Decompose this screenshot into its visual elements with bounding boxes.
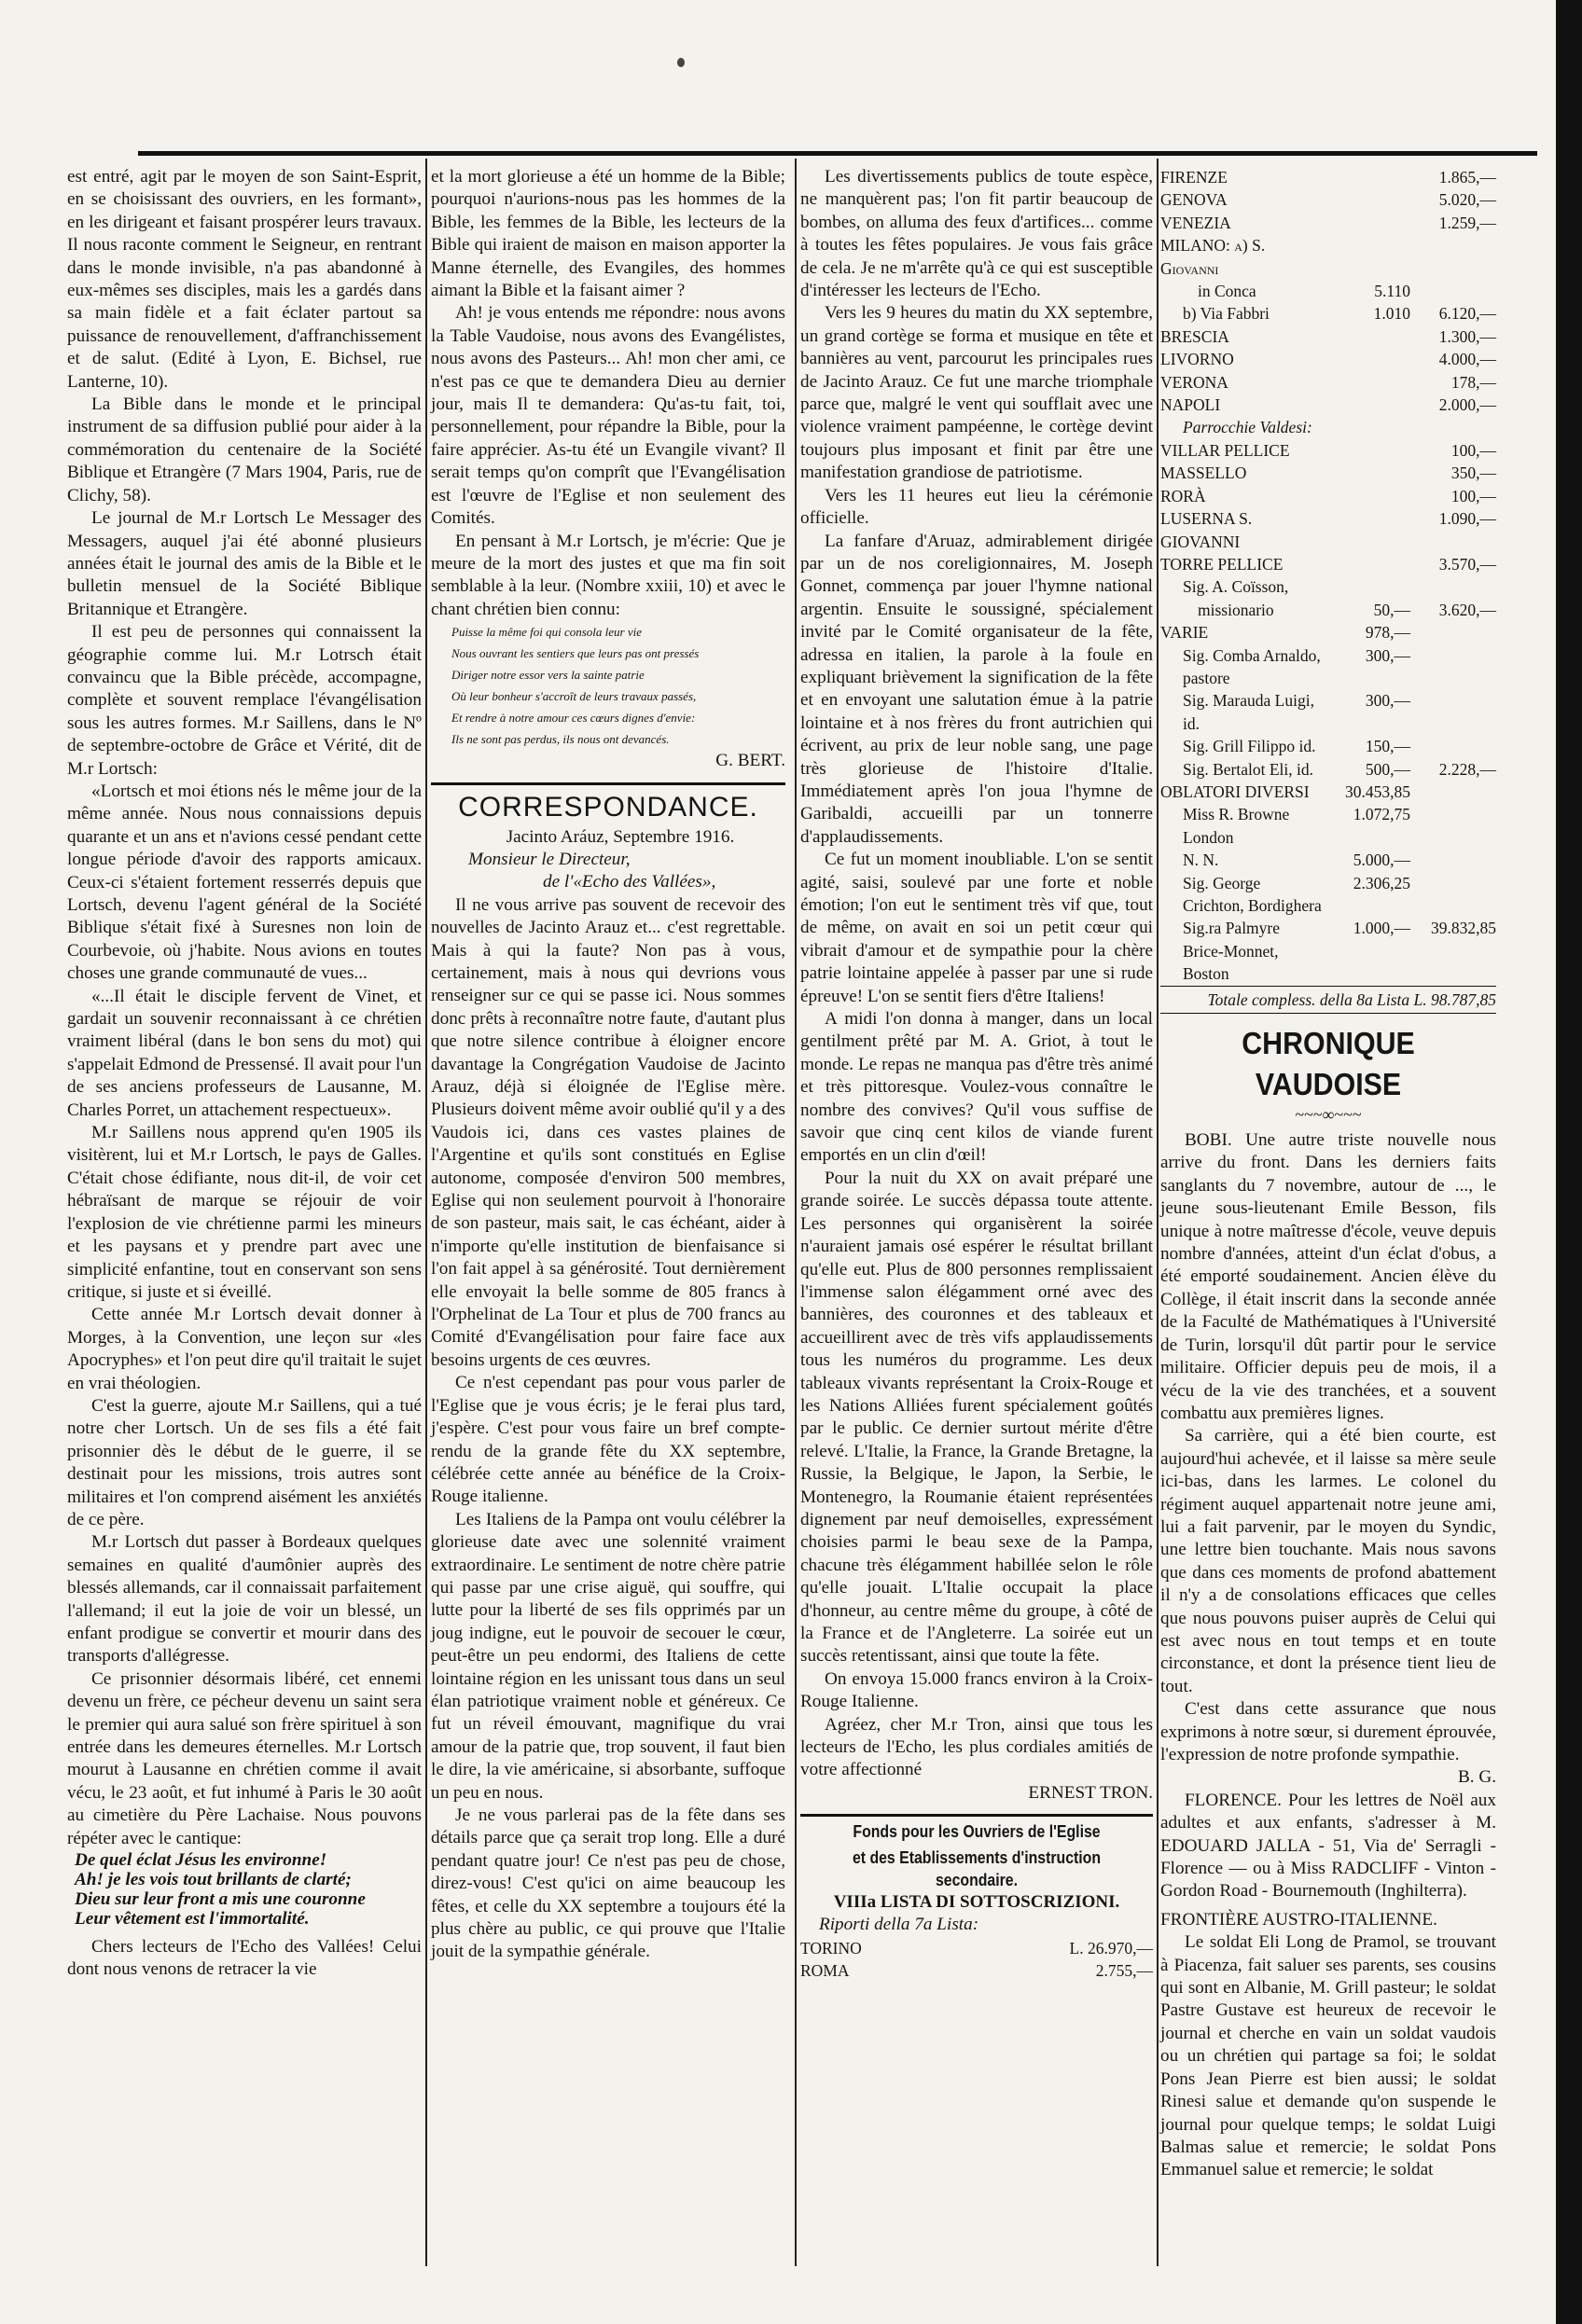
ledger-subamount: 2.306,25 <box>1353 873 1410 892</box>
column-3 <box>800 166 1153 1982</box>
ledger-amount: 100,— <box>1450 440 1496 460</box>
ledger-subamount <box>1325 325 1410 348</box>
ledger-name: b) Via Fabbri <box>1183 304 1270 324</box>
ledger-amount <box>1410 280 1496 302</box>
signature: ERNEST TRON. <box>1028 1782 1153 1803</box>
dateline: Jacinto Aráuz, Septembre 1916. <box>506 826 735 847</box>
paragraph: Ce n'est cependant pas pour vous parler de l'Eglise que je vous écris; je le ferai plus tard, j'espère. C'est pour vous faire un bref compte-rendu de la grande fête du XX septembre, célébrée cette année au bénéfice de la Croix-Rouge italienne. <box>431 1373 785 1507</box>
ledger-name: Parrocchie Valdesi: <box>1183 418 1312 437</box>
ledger-subamount <box>1325 188 1410 211</box>
ledger-row <box>1160 325 1496 348</box>
verse-line: De quel éclat Jésus les environne! <box>75 1850 327 1871</box>
paragraph: Vers les 9 heures du matin du XX septembre, un grand cortège se forma et musique en tête et bannières au vent, parcourut les principales rues de Jacinto Arauz. Ce fut une marche triomphale parce que, malgré le vent qui soufflait avec une violence vraiment pampéenne, le cortège devint toujours plus imposant et finit par être une manifestation grandiose de patriotisme. <box>800 303 1153 483</box>
ledger-row <box>1160 758 1496 781</box>
ledger-subamount: 150,— <box>1365 737 1410 756</box>
ledger-row <box>800 1937 1153 1959</box>
column-4 <box>1160 166 1496 2182</box>
ledger-amount: 100,— <box>1450 486 1496 505</box>
paragraph: C'est dans cette assurance que nous exprimons à notre sœur, si durement éprouvée, l'expression de notre profonde sympathie. <box>1160 1699 1496 1764</box>
ledger-name: Sig. George Crichton, Bordighera <box>1183 873 1322 915</box>
ledger-name: MASSELLO <box>1160 463 1247 483</box>
ledger-row <box>1160 371 1496 394</box>
ledger-row <box>1160 689 1496 735</box>
ledger-amount <box>1410 803 1496 849</box>
ornament: ~~~∞~~~ <box>1295 1105 1362 1125</box>
poem-line: Diriger notre essor vers la sainte patrie <box>451 668 645 683</box>
ledger-row <box>1160 348 1496 370</box>
ledger-subamount: 300,— <box>1365 645 1410 665</box>
ledger-name: Miss R. Browne London <box>1183 805 1290 847</box>
ledger-amount: 2.000,— <box>1438 395 1496 415</box>
ledger-row <box>1160 781 1496 803</box>
section-heading: CHRONIQUE VAUDOISE <box>1242 1026 1415 1102</box>
ledger-name: GENOVA <box>1160 190 1228 210</box>
ledger-name: TORRE PELLICE <box>1160 554 1284 574</box>
column-2 <box>431 166 785 1964</box>
salutation: de l'«Echo des Vallées», <box>543 872 716 892</box>
poem-line: Nous ouvrant les sentiers que leurs pas ont pressés <box>451 646 700 661</box>
ledger-name: in Conca <box>1198 282 1256 301</box>
ledger-row <box>1160 917 1496 985</box>
fund-subtitle: et des Etablissements d'instruction secondaire. <box>852 1848 1102 1890</box>
ledger-subamount: 500,— <box>1365 759 1410 779</box>
ledger-amount: 1.090,— <box>1438 509 1496 529</box>
ledger-name: Sig. Marauda Luigi, id. <box>1183 691 1314 733</box>
poem-line: Et rendre à notre amour ces cœurs dignes d'envie: <box>451 711 696 726</box>
poem-line: Ils ne sont pas perdus, ils nous ont devancés. <box>451 732 670 747</box>
ledger-name: BRESCIA <box>1160 326 1229 346</box>
paragraph: En pensant à M.r Lortsch, je m'écrie: Que je meure de la mort des justes et que ma fin soit semblable à la leur. (Nombre xxiii, 10) et avec le chant chrétien bien connu: <box>431 531 785 619</box>
ledger-row <box>1160 849 1496 871</box>
poem-line: Où leur bonheur s'accroît de leurs travaux passés, <box>451 689 697 704</box>
top-rule <box>138 151 1537 156</box>
ledger-name: Sig. Grill Filippo id. <box>1183 737 1316 756</box>
ledger-name: Sig.ra Palmyre Brice-Monnet, Boston <box>1183 919 1281 984</box>
paragraph: Vers les 11 heures eut lieu la cérémonie officielle. <box>800 485 1153 529</box>
scan-edge <box>1556 0 1582 2324</box>
ledger-subamount <box>1325 416 1410 438</box>
paragraph: Il est peu de personnes qui connaissent la géographie comme lui. M.r Lotrsch était convaincu que la Bible précède, accompagne, complète et souvent remplace l'évangélisation sous les autres formes. M.r Saillens, dans le Nº de septembre-octobre de Grâce et Vérité, dit de M.r Lortsch: <box>67 622 422 779</box>
ledger-name: VENEZIA <box>1160 213 1231 232</box>
ledger-name: Sig. Bertalot Eli, id. <box>1183 759 1313 779</box>
ledger-subamount <box>1325 553 1410 575</box>
ledger-name: NAPOLI <box>1160 395 1221 415</box>
ledger-subamount: 30.453,85 <box>1345 782 1410 801</box>
paragraph: FLORENCE. Pour les lettres de Noël aux adultes et aux enfants, s'adresser à M. EDOUARD JALLA - 51, Via de' Serragli - Florence — ou à Miss RADCLIFF - Vinton - Gordon Road - Bournemouth (Inghilterra). <box>1160 1790 1496 1902</box>
paragraph: «Lortsch et moi étions nés le même jour de la même année. Nous nous connaissions depuis quarante et un ans et n'avions cessé pendant cette longue période d'avoir des rapports amicaux. Ceux-ci s'étaient fortement resserrés depuis que Lortsch, devenu l'agent général de la Société Biblique s'était fixé à Suresnes non loin de Courbevoie, où j'habite. Nous avions en toutes choses une grande communauté de vues... <box>67 781 422 984</box>
ledger-row <box>1160 416 1496 438</box>
ledger-name: LUSERNA S. GIOVANNI <box>1160 509 1253 551</box>
ledger-name: VARIE <box>1160 623 1209 643</box>
ledger-row <box>1160 644 1496 690</box>
ledger-row <box>1160 212 1496 234</box>
paragraph: A midi l'on donna à manger, dans un local gentilment prêté par M. A. Griot, à tout le monde. Le repas ne manqua pas d'être très animé et très pittoresque. Voulez-vous connaître le nombre des convives? Qu'il vous suffise de savoir que cinq cent kilos de viande furent emportés en un clin d'œil! <box>800 1009 1153 1166</box>
ledger-amount <box>1410 849 1496 871</box>
paragraph: Ce prisonnier désormais libéré, cet ennemi devenu un frère, ce pécheur devenu un saint sera le premier qui aura salué son frère spirituel à son entrée dans les demeures éternelles. M.r Lortsch mourut à Lausanne en chrétien comme il avait vécu, le 23 août, et fut inhumé à Paris le 30 août au cimetière du Père Lachaise. Nous pouvons répéter avec le cantique: <box>67 1668 422 1848</box>
ledger-amount <box>1410 234 1496 280</box>
signature: B. G. <box>1457 1767 1496 1788</box>
ledger-amount <box>1410 872 1496 918</box>
ledger-name: VERONA <box>1160 372 1228 392</box>
ledger-name: TORINO <box>800 1938 862 1957</box>
carried-forward-label: Riporti della 7a Lista: <box>819 1915 979 1935</box>
ledger-row <box>1160 302 1496 325</box>
paragraph: Je ne vous parlerai pas de la fête dans ses détails parce que ça serait trop long. Elle a duré pendant quatre jour! Ce n'est pas peu de chose, direz-vous! C'est qu'ici on aime beaucoup les fêtes, et celle du XX septembre a toujours été la plus chère au public, ce qui prouve que l'Italie jouit de la sympathie générale. <box>431 1805 785 1962</box>
salutation: Monsieur le Directeur, <box>468 849 631 869</box>
ledger-subamount: 1.000,— <box>1353 919 1410 938</box>
paragraph: La fanfare d'Aruaz, admirablement dirigée par un de nos coreligionnaires, M. Joseph Gonnet, commença par jouer l'hymne national argentin. Ensuite le soussigné, spécialement invité par le Comité organisateur de la fête, adressa en italien, la parole à la foule en expliquant brièvement la signification de la fête et en envoyant une salutation émue à la patrie lointaine et à nos frères du front autrichien qui écrivent, au prix de leur noble sang, une page très glorieuse de l'histoire d'Italie. Immédiatement après l'on joua l'hymne de Garibaldi, accueilli par un tonnerre d'applaudissements. <box>800 531 1153 847</box>
paragraph: Les Italiens de la Pampa ont voulu célébrer la glorieuse date avec une solennité vraiment extraordinaire. Le sentiment de notre chère patrie qui passe par une crise aiguë, qui souffre, qui lutte pour la liberté de ses fils opprimés par un joug indigne, eut le pouvoir de secouer le cœur, peut-être un peu endormi, des Italiens de cette lointaine région en les unissant tous dans un seul élan patriotique vraiment noble et généreux. Ce fut un réveil émouvant, magnifique du vrai amour de la patrie que, trop souvent, il faut bien le dire, la vie américaine, si absorbante, suffoque un peu en nous. <box>431 1509 785 1803</box>
ledger-subamount: 1.072,75 <box>1353 805 1410 824</box>
ledger-row <box>800 1959 1153 1982</box>
ledger-row <box>1160 735 1496 757</box>
ledger-subamount <box>1325 371 1410 394</box>
ledger-subamount: 300,— <box>1365 691 1410 711</box>
ledger-subamount <box>1325 485 1410 507</box>
ledger-subamount <box>1325 212 1410 234</box>
ledger-name: OBLATORI DIVERSI <box>1160 782 1310 801</box>
ledger-row <box>1160 621 1496 643</box>
paragraph: Il ne vous arrive pas souvent de recevoir des nouvelles de Jacinto Arauz et... c'est regrettable. Mais à qui la faute? Non pas à vous, certainement, mais à nous qui devrions vous renseigner sur ce qui se passe ici. Nous sommes donc prêts à reconnaître notre faute, d'autant plus que notre silence contribue à éloigner encore davantage la Congrégation Vaudoise de Jacinto Arauz, déjà si éloignée de l'Eglise mère. Plusieurs doivent même avoir oublié qu'il y a des Vaudois ici, dans ces vastes plaines de l'Argentine et qu'ils sont constitués en Eglise autonome, composée d'environ 500 membres, Eglise qui non seulement pourvoit à l'honoraire de son pasteur, mais sait, le cas échéant, aider à n'importe qu'elle institution de bienfaisance si l'on fait appel à sa générosité. Tout dernièrement elle envoyait la belle somme de 805 francs à l'Orphelinat de La Tour et plus de 700 francs au Comité d'Evangélisation pour faire face aux besoins urgents de ces œuvres. <box>431 894 785 1370</box>
ledger-name: Sig. Comba Arnaldo, pastore <box>1183 645 1321 687</box>
verse-line: Leur vêtement est l'immortalité. <box>75 1909 310 1930</box>
ledger-subamount <box>1325 439 1410 462</box>
ledger-subamount <box>1325 575 1410 598</box>
ledger-amount: 3.570,— <box>1438 554 1496 574</box>
ledger-row <box>1160 166 1496 188</box>
ledger-subamount: 5.000,— <box>1353 851 1410 870</box>
paragraph: Pour la nuit du XX on avait préparé une grande soirée. Le succès dépassa toute attente. Les personnes qui organisèrent la soirée n'auraient jamais osé espérer le résultat brillant qu'elle eut. Plus de 800 personnes remplissaient l'immense salon élégamment orné avec des bannières, des couronnes et des tableaux et accueillirent avec de très vifs applaudissements tous les numéros du programme. Les deux tableaux vivants représentant la Croix-Rouge et les Nations Alliées furent spécialement goûtés par le public. Ce dernier surtout mérite d'être relevé. L'Italie, la France, la Grande Bretagne, la Russie, la Belgique, le Japon, la Serbie, le Montenegro, la Roumanie étaient représentées dignement par neuf demoiselles, expressément choisies parmi le beau sexe de la Pampa, chacune très élégamment habillée selon le rôle qu'elle jouait. L'Italie occupait la place d'honneur, au centre même du groupe, à côté de la France et de l'Angleterre. La soirée eut un succès retentissant, ainsi que toute la fête. <box>800 1168 1153 1667</box>
ledger-row <box>1160 394 1496 416</box>
ledger-amount: 350,— <box>1450 463 1496 483</box>
verse-line: Dieu sur leur front a mis une couronne <box>75 1889 366 1910</box>
ledger-name: FIRENZE <box>1160 168 1228 187</box>
poem-line: Puisse la même foi qui consola leur vie <box>451 625 642 640</box>
ledger-subamount: 978,— <box>1365 623 1410 643</box>
ledger-row <box>1160 188 1496 211</box>
ledger-subamount <box>1325 394 1410 416</box>
ledger-row <box>1160 280 1496 302</box>
ledger-amount <box>1410 735 1496 757</box>
paragraph: Les divertissements publics de toute espèce, ne manquèrent pas; l'on fit partir beaucoup de bombes, on alluma des feux d'artifices... comme à toutes les fêtes populaires. Je vous fais grâce de cela. Je ne m'arrête qu'à ce qui est susceptible d'intéresser les lecteurs de l'Echo. <box>800 167 1153 301</box>
ledger-row <box>1160 485 1496 507</box>
ledger-name: ROMA <box>800 1961 850 1981</box>
paragraph: M.r Saillens nous apprend qu'en 1905 ils visitèrent, lui et M.r Lortsch, le pays de Galles. C'était chose édifiante, nous dit-il, de voir cet hébraïsant de marque se réjouir de voir l'explosion de vie chrétienne parmi les mineurs et les paysans et y prendre part avec une simplicité enfantine, tout en conservant son sens critique, si juste et si éveillé. <box>67 1123 422 1302</box>
ledger-row <box>1160 553 1496 575</box>
paragraph: BOBI. Une autre triste nouvelle nous arrive du front. Dans les derniers faits sanglants du 7 novembre, autour de ..., le jeune sous-lieutenant Emile Besson, fils unique à notre maîtresse d'école, veuve depuis nombre d'années, atteint d'un éclat d'obus, a été emporté soudainement. Ancien élève du Collège, il était inscrit dans la seconde année de la Faculté de Mathématiques à l'Université de Turin, lorsqu'il dût partir pour le service militaire. Officier depuis peu de mois, il a vécu de la vie des tranchées, et a souvent combattu aux premières lignes. <box>1160 1130 1496 1423</box>
ledger-name: N. N. <box>1183 851 1219 870</box>
list-title: VIIIa LISTA DI SOTTOSCRIZIONI. <box>833 1892 1120 1913</box>
ledger-subamount <box>1325 166 1410 188</box>
paragraph: «...Il était le disciple fervent de Vinet, et gardait un souvenir reconnaissant à ce chrétien vraiment libéral (dans le bon sens du mot) qui s'appelait Edmond de Pressensé. Il avait pour l'un de ses anciens professeurs de Lausanne, M. Charles Porret, un attachement respectueux». <box>67 986 422 1120</box>
section-rule <box>800 1814 1153 1817</box>
paragraph: et la mort glorieuse a été un homme de la Bible; pourquoi n'aurions-nous pas les hommes de la Bible, les femmes de la Bible, les lecteurs de la Bible qui iraient de maison en maison apporter la Manne éternelle, des Evangiles, des hommes aimant la Bible et la faisant aimer ? <box>431 167 785 301</box>
paragraph: est entré, agit par le moyen de son Saint-Esprit, en se choisissant des ouvriers, en les formant», en les dirigeant et faisant prospérer leurs travaux. Il nous raconte comment le Seigneur, en rentrant dans le monde invisible, n'a pas abandonné à eux-mêmes ses disciples, mais les a gardés dans sa main fidèle et a fait éclater partout sa puissance de renouvellement, d'affranchissement et de salut. (Edité à Lyon, E. Bichsel, rue Lanterne, 10). <box>67 167 422 392</box>
ledger-amount: 2.228,— <box>1438 759 1496 779</box>
ledger-amount <box>1410 416 1496 438</box>
ledger-name: LIVORNO <box>1160 350 1234 369</box>
ledger-amount: 2.755,— <box>1095 1961 1153 1981</box>
fund-title: Fonds pour les Ouvriers de l'Eglise <box>853 1822 1101 1842</box>
ledger-name: Sig. A. Coïsson, <box>1183 577 1289 597</box>
ledger-name: VILLAR PELLICE <box>1160 440 1290 460</box>
ledger-amount <box>1410 621 1496 643</box>
ledger-amount <box>1410 644 1496 690</box>
verse-line: Ah! je les vois tout brillants de clarté; <box>75 1870 352 1890</box>
section-heading: CORRESPONDANCE. <box>458 791 758 823</box>
ledger-subamount <box>1325 234 1410 280</box>
paragraph: Ce fut un moment inoubliable. L'on se sentit agité, saisi, soulevé par une forte et noble émotion; l'on eut le sentiment très vif que, tout de même, on avait en soi un petit cœur qui vibrait d'amour et de sympathie pour la chère patrie lointaine appelée à passer par une si rude épreuve! L'on se sentit fiers d'être Italiens! <box>800 850 1153 1006</box>
ledger-table <box>1160 166 1496 986</box>
paragraph: La Bible dans le monde et le principal instrument de sa diffusion publié pour aider à la commémoration du centenaire de la Société Biblique et Etrangère (7 Mars 1904, Paris, rue de Clichy, 58). <box>67 394 422 505</box>
column-1 <box>67 166 422 1982</box>
ink-smudge <box>677 58 685 67</box>
paragraph: Agréez, cher M.r Tron, ainsi que tous les lecteurs de l'Echo, les plus cordiales amitiés de votre affectionné <box>800 1714 1153 1780</box>
ledger-row <box>1160 872 1496 918</box>
paragraph: On envoya 15.000 francs environ à la Croix-Rouge Italienne. <box>800 1668 1153 1712</box>
ledger-amount <box>1410 689 1496 735</box>
paragraph: M.r Lortsch dut passer à Bordeaux quelques semaines en qualité d'aumônier auprès des blessés allemands, car il connaissait parfaitement l'allemand; il eut la joie de voir un blessé, un enfant prodigue se convertir et mourir dans des transports d'allégresse. <box>67 1532 422 1667</box>
ledger-table <box>800 1937 1153 1983</box>
paragraph: Ah! je vous entends me répondre: nous avons la Table Vaudoise, nous avons des Evangélistes, nous avons des Pasteurs... Ah! mon cher ami, ce n'est pas ce que te demandera Dieu au dernier jour, mais Il te demandera: Qu'as-tu fait, toi, personnellement, pour répandre la Bible, pour la faire apprécier. As-tu été un Evangile vivant? Il serait temps qu'on comprît que l'Evangélisation est l'œuvre de l'Eglise et non seulement des Comités. <box>431 303 785 529</box>
section-rule <box>431 782 785 785</box>
ledger-subamount <box>1325 507 1410 553</box>
ledger-amount: 178,— <box>1450 372 1496 392</box>
paragraph: Cette année M.r Lortsch devait donner à Morges, à la Convention, une leçon sur «les Apocryphes» et l'on peut dire qu'il traitait le sujet en vrai théologien. <box>67 1305 422 1393</box>
ledger-amount <box>1410 781 1496 803</box>
ledger-name: RORÀ <box>1160 486 1206 505</box>
column-rule <box>795 159 797 2266</box>
column-rule <box>1157 159 1159 2266</box>
ledger-name: MILANO: a) S. Giovanni <box>1160 236 1266 278</box>
ledger-amount: 3.620,— <box>1438 600 1496 619</box>
ledger-amount: 5.020,— <box>1438 190 1496 210</box>
ledger-amount: 1.259,— <box>1438 213 1496 232</box>
paragraph: Le soldat Eli Long de Pramol, se trouvant à Piacenza, fait saluer ses parents, ses cousins qui sont en Albanie, M. Grill pasteur; le soldat Pastre Gustave est heureux de recevoir le journal et cherche en vain un soldat vaudois ou un chrétien qui partage sa foi; le soldat Pons Jean Pierre est bien aussi; le soldat Rinesi salue et demande qu'on suspende le journal pour quelque temps; le soldat Luigi Balmas salue et remercie; le soldat Pons Emmanuel salue et remercie; le soldat <box>1160 1932 1496 2180</box>
subheading: FRONTIÈRE AUSTRO-ITALIENNE. <box>1160 1909 1437 1930</box>
ledger-row <box>1160 575 1496 598</box>
paragraph: Chers lecteurs de l'Echo des Vallées! Celui dont nous venons de retracer la vie <box>67 1937 422 1980</box>
ledger-subamount: 5.110 <box>1374 282 1410 301</box>
ledger-amount: 6.120,— <box>1438 304 1496 324</box>
ledger-subamount: 1.010 <box>1373 304 1410 324</box>
hymn-verse <box>67 1850 422 1929</box>
signature: G. BERT. <box>715 751 785 771</box>
ledger-row <box>1160 439 1496 462</box>
ledger-row <box>1160 507 1496 553</box>
ledger-subamount <box>1325 348 1410 370</box>
ledger-name: missionario <box>1198 600 1274 619</box>
ledger-amount <box>1410 575 1496 598</box>
ledger-subamount: 50,— <box>1373 600 1410 619</box>
ledger-amount: 1.300,— <box>1438 326 1496 346</box>
ledger-row <box>1160 462 1496 484</box>
ledger-row <box>1160 599 1496 621</box>
poem <box>431 621 785 750</box>
paragraph: Sa carrière, qui a été bien courte, est aujourd'hui achevée, et il laisse sa mère seule ici-bas, dans les larmes. Le colonel du régiment auquel appartenait notre jeune ami, lui a fait parvenir, par le moyen du Syndic, une lettre bien touchante. Mais nous savons que dans ces moments de profond abattement il n'y a de consolations efficaces que celles que nous pouvons puiser auprès de Celui qui est avec nous en tout temps et en toute circonstance, et dont la présence tient lieu de tout. <box>1160 1426 1496 1696</box>
ledger-subamount <box>1325 462 1410 484</box>
ledger-amount: 1.865,— <box>1438 168 1496 187</box>
ledger-total: Totale compless. della 8a Lista L. 98.787,85 <box>1160 986 1496 1014</box>
paragraph: C'est la guerre, ajoute M.r Saillens, qui a tué notre cher Lortsch. Un de ses fils a été fait prisonnier dès le début de le guerre, il se destinait pour les missions, trois autres sont militaires et l'on comprend aisément les anxiétés de ce père. <box>67 1395 422 1529</box>
ledger-amount: L. 26.970,— <box>1069 1938 1153 1957</box>
ledger-row <box>1160 234 1496 280</box>
ledger-amount: 4.000,— <box>1438 350 1496 369</box>
ledger-row <box>1160 803 1496 849</box>
paragraph: Le journal de M.r Lortsch Le Messager des Messagers, auquel j'ai été abonné plusieurs années était le journal des amis de la Bible et le bulletin mensuel de la Société Biblique Britannique et Etrangère. <box>67 508 422 619</box>
ledger-amount: 39.832,85 <box>1431 919 1496 938</box>
column-rule <box>425 159 427 2266</box>
